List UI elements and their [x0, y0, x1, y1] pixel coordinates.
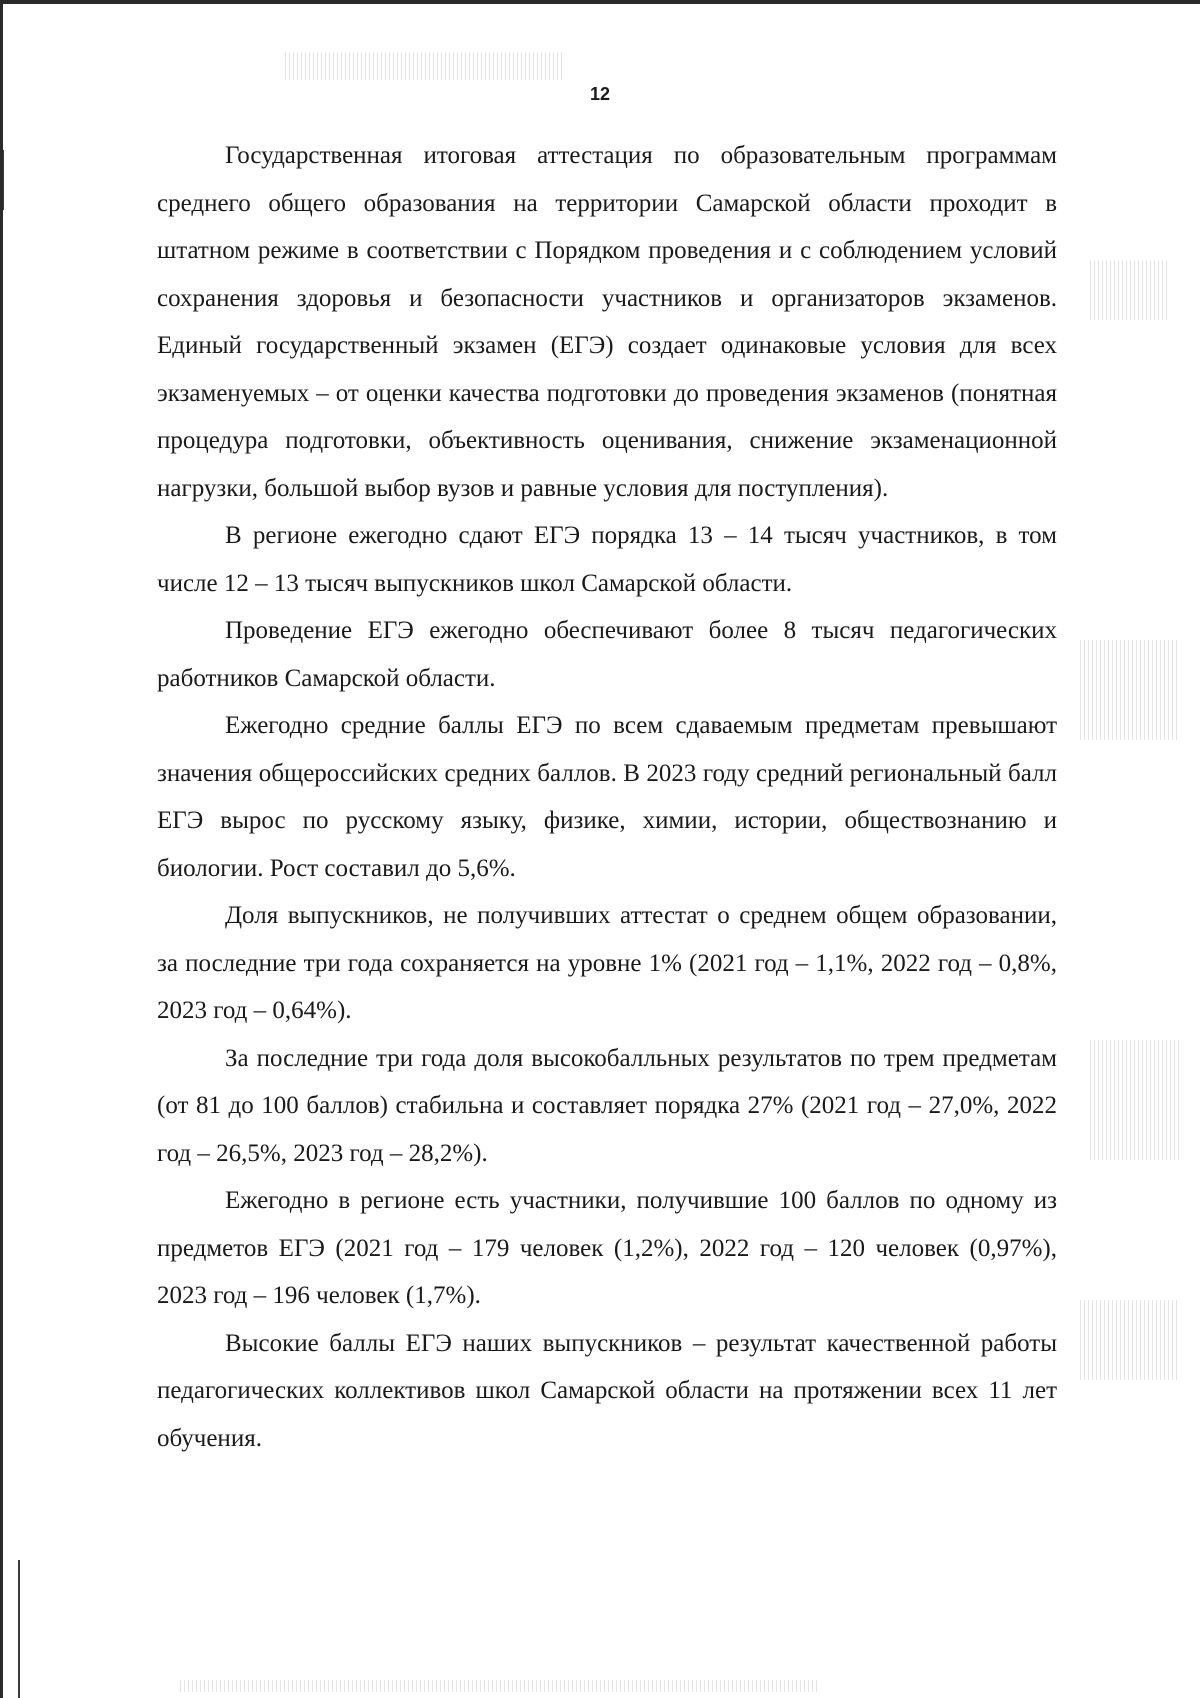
scan-noise: [1080, 1300, 1180, 1380]
scan-top-edge: [0, 0, 1200, 4]
document-body: [157, 132, 1057, 1462]
paragraph: Ежегодно в регионе есть участники, получившие 100 баллов по одному из предметов ЕГЭ (2021 год – 179 человек (1,2%), 2022 год – 120 человек (0,97%), 2023 год – 196 человек (1,7%).: [157, 1187, 1057, 1309]
paragraph: Государственная итоговая аттестация по образовательным программам среднего общего образования на территории Самарской области проходит в штатном режиме в соответствии с Порядком проведения и с соблюдением условий сохранения здоровья и безопасности участников и организаторов экзаменов. Единый государственный экзамен (ЕГЭ) создает одинаковые условия для всех экзаменуемых – от оценки качества подготовки до проведения экзаменов (понятная процедура подготовки, объективность оценивания, снижение экзаменационной нагрузки, большой выбор вузов и равные условия для поступления).: [157, 142, 1057, 502]
paragraph: За последние три года доля высокобалльных результатов по трем предметам (от 81 до 100 баллов) стабильна и составляет порядка 27% (2021 год – 27,0%, 2022 год – 26,5%, 2023 год – 28,2%).: [157, 1044, 1057, 1167]
scan-left-edge: [0, 0, 3, 1698]
scan-margin-mark: [3, 150, 4, 210]
paragraph: Ежегодно средние баллы ЕГЭ по всем сдаваемым предметам превышают значения общероссийских средних баллов. В 2023 году средний региональный балл ЕГЭ вырос по русскому языку, физике, химии, истории, обществознанию и биологии. Рост составил до 5,6%.: [157, 712, 1057, 882]
scan-noise: [1090, 1040, 1180, 1160]
scan-margin-mark: [18, 1560, 20, 1698]
scan-noise: [1090, 260, 1170, 320]
paragraph: В регионе ежегодно сдают ЕГЭ порядка 13 – 14 тысяч участников, в том числе 12 – 13 тысяч выпускников школ Самарской области.: [157, 522, 1057, 597]
scan-noise: [285, 52, 565, 80]
paragraph: Доля выпускников, не получивших аттестат о среднем общем образовании, за последние три года сохраняется на уровне 1% (2021 год – 1,1%, 2022 год – 0,8%, 2023 год – 0,64%).: [157, 902, 1057, 1024]
scan-noise: [180, 1680, 820, 1692]
page-number: 12: [589, 84, 611, 104]
paragraph: Высокие баллы ЕГЭ наших выпускников – результат качественной работы педагогических коллективов школ Самарской области на протяжении всех 11 лет обучения.: [157, 1329, 1057, 1452]
paragraph: Проведение ЕГЭ ежегодно обеспечивают более 8 тысяч педагогических работников Самарской области.: [157, 617, 1057, 692]
scan-noise: [1080, 640, 1180, 740]
